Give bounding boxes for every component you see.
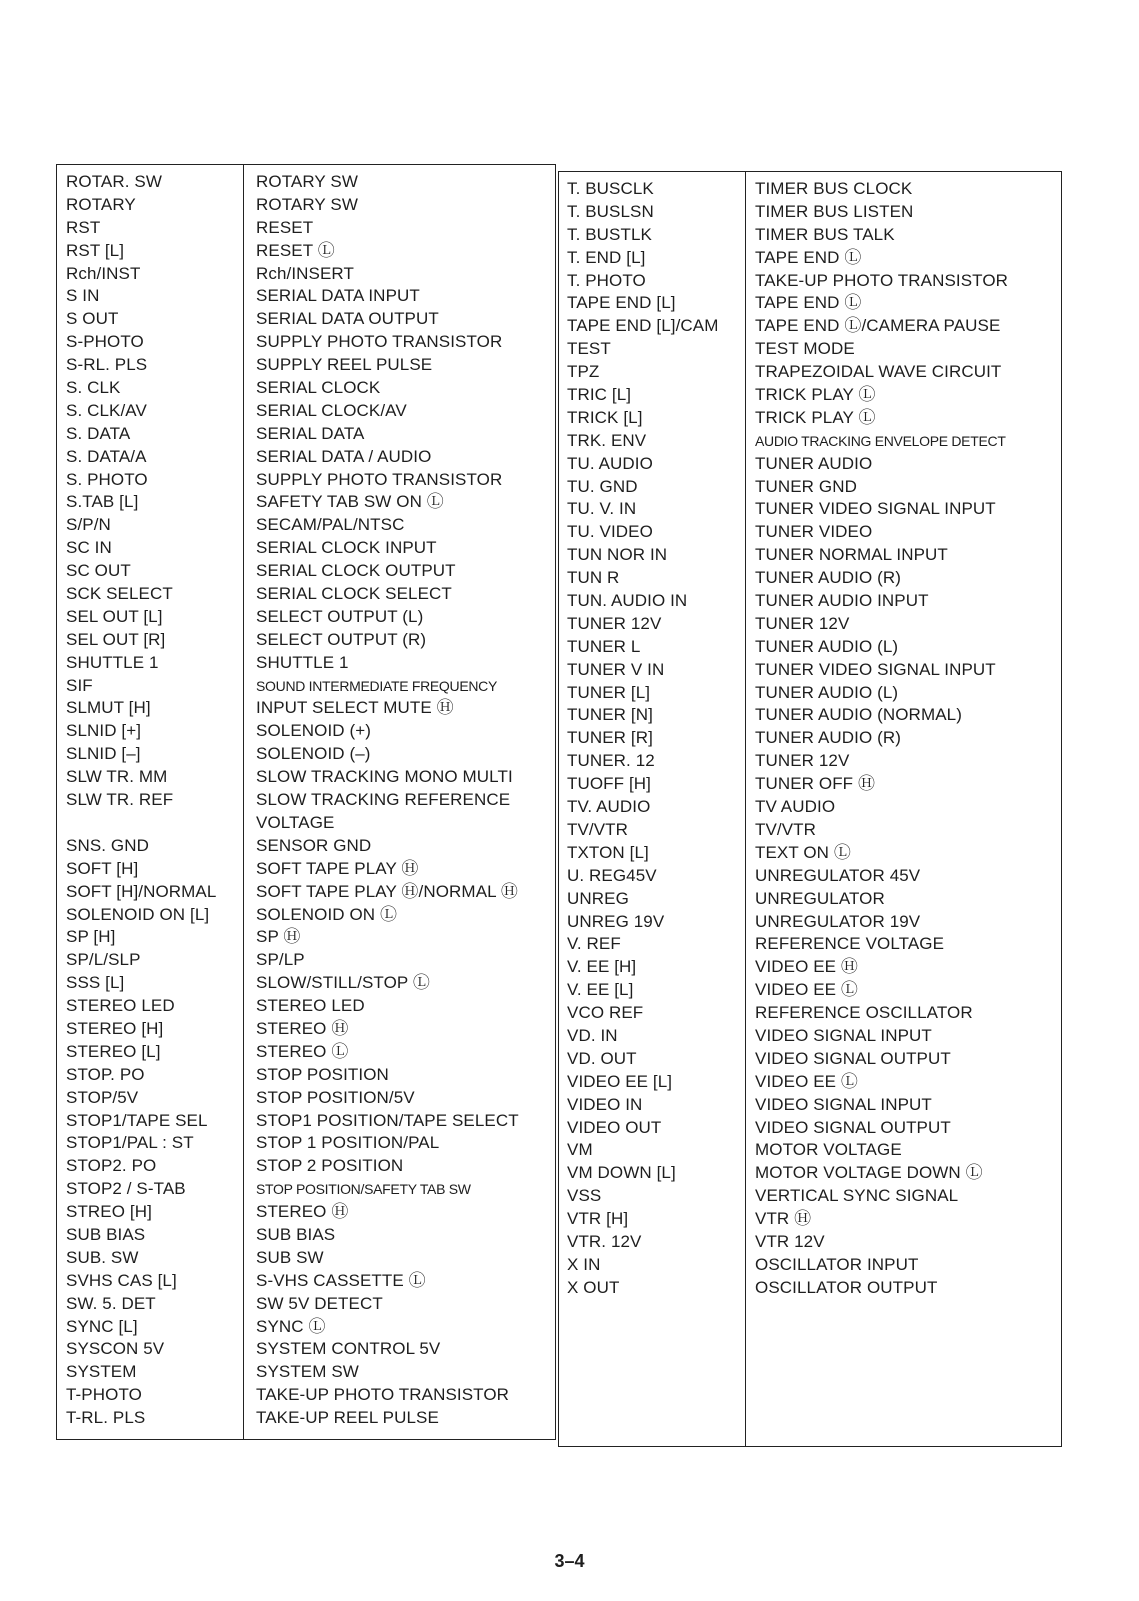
abbreviation-cell: VD. OUT [567,1048,637,1068]
abbreviation-cell: TU. VIDEO [567,522,653,542]
description-cell: SHUTTLE 1 [256,652,349,672]
abbreviation-cell: VTR. 12V [567,1231,642,1251]
abbreviation-cell: TUNER V IN [567,659,665,679]
abbreviation-cell: TAPE END [L]/CAM [567,316,719,336]
description-cell: SLOW TRACKING REFERENCE [256,790,511,810]
abbreviation-cell: SP [H] [66,927,116,947]
abbreviation-cell: SEL OUT [R] [66,629,166,649]
description-cell: SYSTEM SW [256,1362,359,1382]
abbreviation-cell: TUN NOR IN [567,545,668,565]
abbreviation-cell: SLMUT [H] [66,698,151,718]
abbreviation-cell: TUN R [567,568,620,588]
description-cell: VOLTAGE [256,812,335,832]
abbreviation-cell: S-PHOTO [66,332,144,352]
description-cell: VIDEO SIGNAL OUTPUT [755,1117,951,1137]
description-column [755,178,1008,1300]
description-cell: SERIAL DATA OUTPUT [256,309,439,329]
description-cell: SENSOR GND [256,835,372,855]
description-cell: Rch/INSERT [256,263,354,283]
description-cell: MOTOR VOLTAGE DOWN Ⓛ [755,1163,983,1183]
description-cell: TUNER GND [755,476,857,496]
abbreviation-cell: TV/VTR [567,819,629,839]
description-cell: UNREGULATOR 19V [755,911,921,931]
description-cell: SP Ⓗ [256,927,301,947]
description-cell: SUPPLY PHOTO TRANSISTOR [256,469,503,489]
description-cell: OSCILLATOR INPUT [755,1254,919,1274]
description-cell: TIMER BUS LISTEN [755,201,914,221]
description-cell: INPUT SELECT MUTE Ⓗ [256,698,454,718]
description-cell: SOFT TAPE PLAY Ⓗ/NORMAL Ⓗ [256,881,518,901]
description-cell: SERIAL DATA / AUDIO [256,446,432,466]
abbreviation-cell: TEST [567,339,611,359]
abbreviation-cell: SOFT [H]/NORMAL [66,881,217,901]
abbreviation-cell: TRIC [L] [567,385,632,405]
description-cell: SLOW/STILL/STOP Ⓛ [256,973,430,993]
abbreviation-cell: TV. AUDIO [567,797,651,817]
abbreviation-cell: VSS [567,1186,602,1206]
abbreviation-cell: S.TAB [L] [66,492,139,512]
description-cell: TUNER AUDIO (R) [755,568,901,588]
description-cell: SAFETY TAB SW ON Ⓛ [256,492,444,512]
description-cell: REFERENCE VOLTAGE [755,934,945,954]
description-cell: SP/LP [256,950,305,970]
description-cell: REFERENCE OSCILLATOR [755,1003,973,1023]
description-cell: TUNER 12V [755,613,850,633]
description-cell: SERIAL CLOCK SELECT [256,584,452,604]
abbreviation-cell: SC IN [66,538,112,558]
description-cell: TRICK PLAY Ⓛ [755,407,876,427]
description-cell: TUNER OFF Ⓗ [755,774,876,794]
abbreviation-cell: Rch/INST [66,263,141,283]
abbreviation-cell: X OUT [567,1277,620,1297]
description-cell: SYSTEM CONTROL 5V [256,1339,441,1359]
abbreviation-cell: SNS. GND [66,835,149,855]
description-cell: TEST MODE [755,339,855,359]
description-cell: TIMER BUS CLOCK [755,179,913,198]
abbreviation-cell: V. REF [567,934,621,954]
abbreviation-cell: SW. 5. DET [66,1293,156,1313]
abbreviation-cell: S/P/N [66,515,111,535]
description-cell: STEREO Ⓗ [256,1202,349,1222]
description-cell: TAKE-UP PHOTO TRANSISTOR [256,1385,510,1405]
description-cell: VIDEO SIGNAL INPUT [755,1025,932,1045]
description-cell: SERIAL CLOCK OUTPUT [256,561,456,581]
description-cell: VIDEO EE Ⓛ [755,980,859,1000]
abbreviation-cell: STOP2. PO [66,1156,157,1176]
abbreviation-cell: VM [567,1140,593,1160]
abbreviation-cell: STOP. PO [66,1064,145,1084]
abbreviation-cell: RST [L] [66,240,125,260]
abbreviation-cell: VIDEO IN [567,1094,643,1114]
abbreviation-cell: TUOFF [H] [567,774,651,794]
description-cell: SOLENOID (–) [256,744,371,764]
description-cell: VERTICAL SYNC SIGNAL [755,1186,959,1206]
description-cell: TV AUDIO [755,797,836,817]
description-cell: STEREO LED [256,996,365,1016]
abbreviation-table-left [56,164,556,1440]
abbreviation-cell: SC OUT [66,561,131,581]
description-cell: SERIAL CLOCK/AV [256,400,407,420]
description-cell: SOFT TAPE PLAY Ⓗ [256,858,419,878]
abbreviation-cell: STOP1/PAL : ST [66,1133,194,1153]
abbreviation-cell: T. END [L] [567,247,646,267]
description-cell: STOP POSITION/SAFETY TAB SW [256,1181,471,1198]
abbreviation-cell: S IN [66,286,100,306]
abbreviation-cell: TAPE END [L] [567,293,676,313]
description-cell: STOP1 POSITION/TAPE SELECT [256,1110,519,1130]
abbreviation-cell: SYNC [L] [66,1316,138,1336]
abbreviation-cell: SP/L/SLP [66,950,141,970]
abbreviation-cell: STOP1/TAPE SEL [66,1110,208,1130]
description-cell: SUPPLY PHOTO TRANSISTOR [256,332,503,352]
description-cell: SOLENOID ON Ⓛ [256,904,398,924]
description-cell: VIDEO EE Ⓛ [755,1071,859,1091]
abbreviation-cell: TUNER. 12 [567,751,655,771]
abbreviation-cell: TU. V. IN [567,499,637,519]
abbreviation-cell: SEL OUT [L] [66,606,163,626]
description-cell: VIDEO SIGNAL OUTPUT [755,1048,951,1068]
abbreviation-cell: UNREG 19V [567,911,665,931]
abbreviation-cell: S. CLK/AV [66,400,147,420]
abbreviation-cell: TUNER [R] [567,728,653,748]
description-cell: TUNER AUDIO (NORMAL) [755,705,962,725]
description-cell: TUNER VIDEO SIGNAL INPUT [755,659,996,679]
description-cell: SUB SW [256,1247,324,1267]
description-column [256,171,519,1430]
description-cell: TUNER AUDIO (L) [755,636,899,656]
abbreviation-cell: S. DATA/A [66,446,147,466]
abbreviation-cell: S. DATA [66,423,131,443]
abbreviation-cell: SOFT [H] [66,858,139,878]
abbreviation-cell: TU. AUDIO [567,453,653,473]
abbreviation-cell: S. CLK [66,378,121,398]
abbreviation-cell: SLW TR. MM [66,767,168,787]
description-cell: RESET [256,217,314,237]
page-number: 3–4 [554,1551,585,1571]
abbreviation-cell: SYSCON 5V [66,1339,165,1359]
description-cell: TAKE-UP PHOTO TRANSISTOR [755,270,1009,290]
description-cell: STOP POSITION [256,1064,389,1084]
abbreviation-cell: UNREG [567,888,629,908]
abbreviation-cell: TU. GND [567,476,638,496]
description-cell: TUNER AUDIO (L) [755,682,899,702]
description-cell: SLOW TRACKING MONO MULTI [256,767,513,787]
description-cell: SELECT OUTPUT (R) [256,629,427,649]
abbreviation-cell: STEREO LED [66,996,175,1016]
abbreviation-cell: SCK SELECT [66,584,173,604]
abbreviation-cell: RST [66,217,101,237]
description-cell: VIDEO SIGNAL INPUT [755,1094,932,1114]
abbreviation-cell: SVHS CAS [L] [66,1270,177,1290]
description-cell: SOLENOID (+) [256,721,372,741]
description-cell: SERIAL DATA [256,423,365,443]
description-cell: TAKE-UP REEL PULSE [256,1408,439,1428]
description-cell: TUNER AUDIO [755,453,873,473]
abbreviation-cell [66,812,216,835]
description-cell: OSCILLATOR OUTPUT [755,1277,938,1297]
abbreviation-cell: TUNER [N] [567,705,653,725]
abbreviation-cell: STOP2 / S-TAB [66,1179,186,1199]
abbreviation-cell: SLNID [–] [66,744,141,764]
abbreviation-cell: TPZ [567,362,600,382]
abbreviation-cell: VIDEO OUT [567,1117,662,1137]
description-cell: ROTARY SW [256,194,358,214]
abbreviation-cell: S. PHOTO [66,469,148,489]
abbreviation-cell: T-RL. PLS [66,1408,146,1428]
description-cell: SW 5V DETECT [256,1293,383,1313]
description-cell: MOTOR VOLTAGE [755,1140,902,1160]
description-cell: SELECT OUTPUT (L) [256,606,424,626]
description-cell: STEREO Ⓗ [256,1018,349,1038]
abbreviation-table-right [558,171,1062,1447]
description-cell: TAPE END Ⓛ [755,293,862,313]
description-cell: VTR 12V [755,1231,825,1251]
abbreviation-cell: STREO [H] [66,1202,152,1222]
abbreviation-cell: VIDEO EE [L] [567,1071,673,1091]
description-cell: SECAM/PAL/NTSC [256,515,405,535]
abbreviation-cell: V. EE [L] [567,980,634,1000]
abbreviation-cell: SLNID [+] [66,721,142,741]
description-cell: TUNER VIDEO SIGNAL INPUT [755,499,996,519]
description-cell: UNREGULATOR 45V [755,865,921,885]
abbreviation-cell: V. EE [H] [567,957,637,977]
description-cell: SERIAL CLOCK INPUT [256,538,437,558]
description-cell: SOUND INTERMEDIATE FREQUENCY [256,677,498,694]
abbreviation-cell: SUB BIAS [66,1224,146,1244]
abbreviation-cell: VCO REF [567,1003,644,1023]
abbreviation-cell: VD. IN [567,1025,618,1045]
description-cell: VTR Ⓗ [755,1209,812,1229]
abbreviation-cell: T. BUSCLK [567,179,654,198]
description-cell: TAPE END Ⓛ [755,247,862,267]
abbreviation-cell: S OUT [66,309,119,329]
abbreviation-cell: ROTARY [66,194,136,214]
description-cell: TUNER AUDIO (R) [755,728,901,748]
description-cell: SUPPLY REEL PULSE [256,355,433,375]
description-cell: TUNER AUDIO INPUT [755,591,929,611]
column-divider [745,172,746,1446]
column-divider [243,165,244,1439]
description-cell: TRAPEZOIDAL WAVE CIRCUIT [755,362,1002,382]
abbreviation-cell: VTR [H] [567,1209,629,1229]
abbreviation-cell: TXTON [L] [567,842,649,862]
abbreviation-cell: TRICK [L] [567,407,643,427]
abbreviation-cell: SYSTEM [66,1362,137,1382]
description-cell: STOP 1 POSITION/PAL [256,1133,440,1153]
abbreviation-cell: TUNER 12V [567,613,662,633]
abbreviation-cell: ROTAR. SW [66,172,162,191]
description-cell: TV/VTR [755,819,817,839]
description-cell: S-VHS CASSETTE Ⓛ [256,1270,426,1290]
abbreviation-cell: SHUTTLE 1 [66,652,159,672]
description-cell: VIDEO EE Ⓗ [755,957,859,977]
description-cell: TRICK PLAY Ⓛ [755,385,876,405]
abbreviation-cell: STEREO [L] [66,1041,161,1061]
abbreviation-cell: VM DOWN [L] [567,1163,676,1183]
abbreviation-cell: STEREO [H] [66,1018,164,1038]
abbreviation-cell: SIF [66,675,93,695]
abbreviation-cell: T. PHOTO [567,270,646,290]
description-cell: STEREO Ⓛ [256,1041,349,1061]
abbreviation-cell: T. BUSTLK [567,224,652,244]
description-cell: SERIAL CLOCK [256,378,381,398]
description-cell: STOP 2 POSITION [256,1156,404,1176]
abbreviation-cell: STOP/5V [66,1087,139,1107]
abbreviation-cell: T-PHOTO [66,1385,142,1405]
abbreviation-cell: X IN [567,1254,601,1274]
description-cell: AUDIO TRACKING ENVELOPE DETECT [755,432,1006,449]
description-cell: TUNER NORMAL INPUT [755,545,948,565]
description-cell: TIMER BUS TALK [755,224,895,244]
description-cell: TUNER 12V [755,751,850,771]
abbreviation-cell: T. BUSLSN [567,201,654,221]
description-cell: UNREGULATOR [755,888,885,908]
abbreviation-cell: SLW TR. REF [66,790,174,810]
abbreviation-column [567,178,718,1300]
description-cell: TEXT ON Ⓛ [755,842,851,862]
abbreviation-cell: TRK. ENV [567,430,647,450]
description-cell: ROTARY SW [256,172,358,191]
abbreviation-cell: SSS [L] [66,973,125,993]
abbreviation-cell: TUNER L [567,636,641,656]
abbreviation-column [66,171,216,1430]
abbreviation-cell: SUB. SW [66,1247,139,1267]
abbreviation-cell: TUN. AUDIO IN [567,591,688,611]
abbreviation-cell: SOLENOID ON [L] [66,904,210,924]
abbreviation-cell: S-RL. PLS [66,355,148,375]
description-cell: SERIAL DATA INPUT [256,286,420,306]
abbreviation-cell: TUNER [L] [567,682,651,702]
description-cell: SYNC Ⓛ [256,1316,326,1336]
abbreviation-cell: U. REG45V [567,865,657,885]
description-cell: TUNER VIDEO [755,522,873,542]
description-cell: SUB BIAS [256,1224,336,1244]
description-cell: RESET Ⓛ [256,240,335,260]
description-cell: TAPE END Ⓛ/CAMERA PAUSE [755,316,1001,336]
description-cell: STOP POSITION/5V [256,1087,415,1107]
